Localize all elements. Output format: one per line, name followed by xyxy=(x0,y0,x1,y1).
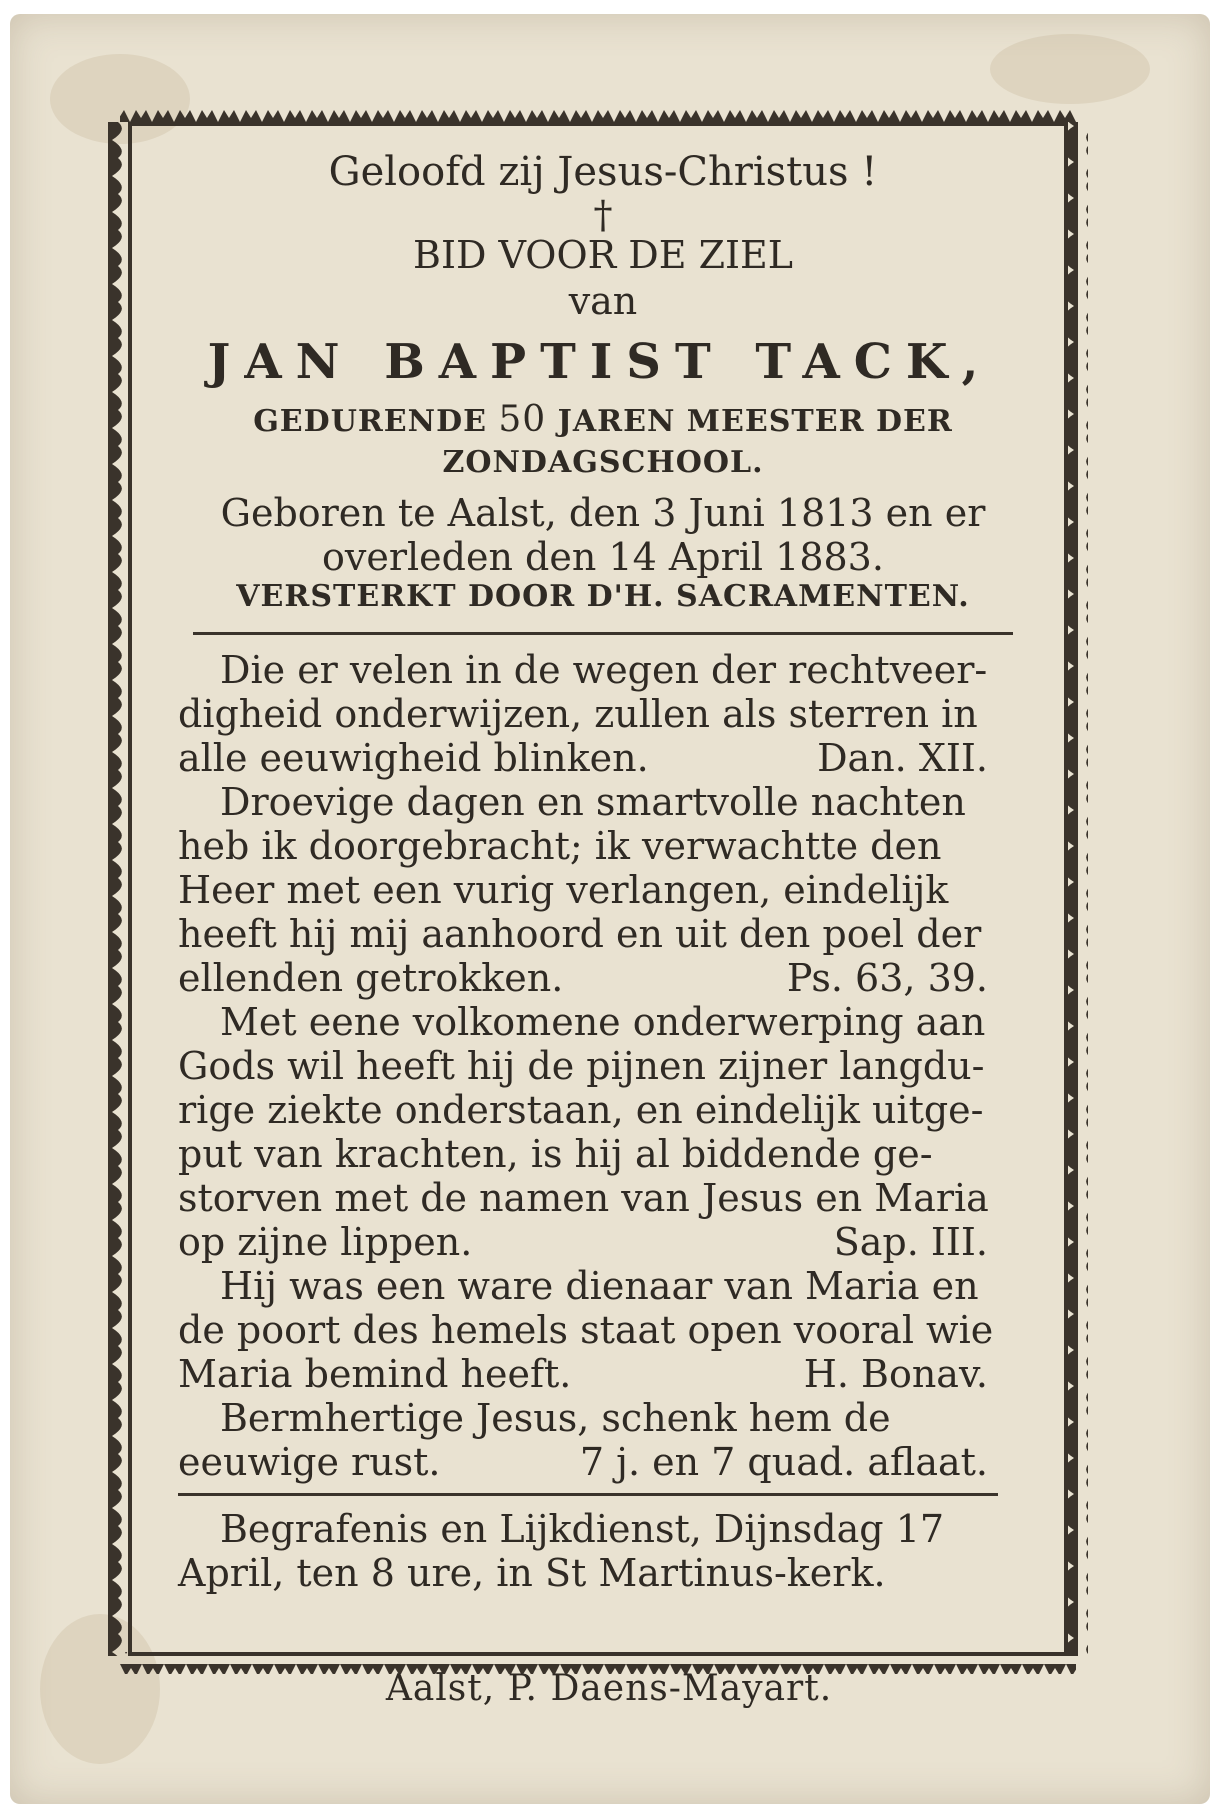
verse-1-line-1: Die er velen in de wegen der rechtveer- xyxy=(220,648,988,692)
death-line: overleden den 14 April 1883. xyxy=(322,535,884,579)
separator-rule-2 xyxy=(178,1493,998,1496)
verse-3-ref-row xyxy=(178,1220,1028,1267)
title-suffix: JAREN MEESTER DER xyxy=(557,404,953,439)
verse-3-line-1: Met eene volkomene onderwerping aan xyxy=(220,1000,986,1044)
verse-1-ref-row xyxy=(178,736,1028,783)
deceased-name: JAN BAPTIST TACK, xyxy=(207,334,993,390)
title-years: 50 xyxy=(498,399,547,440)
verse-4-reference: H. Bonav. xyxy=(803,1352,988,1396)
verse-2-line-3: Heer met een vurig verlangen, eindelijk xyxy=(178,868,949,912)
title-line-1 xyxy=(178,399,1028,448)
verse-3-line-6: op zijne lippen. xyxy=(178,1220,473,1264)
verse-3-line-5: storven met de namen van Jesus en Maria xyxy=(178,1176,989,1220)
verse-2-line-1: Droevige dagen en smartvolle nachten xyxy=(220,780,966,824)
paper-stain xyxy=(990,34,1150,104)
verse-3-line-4: put van krachten, is hij al biddende ge- xyxy=(178,1132,933,1176)
verse-2-line-5: ellenden getrokken. xyxy=(178,956,564,1000)
verse-1-line-2: digheid onderwijzen, zullen als sterren in xyxy=(178,692,978,736)
verse-4-line-3: Maria bemind heeft. xyxy=(178,1352,572,1396)
verse-2-line-4: heeft hij mij aanhoord en uit den poel der xyxy=(178,912,982,956)
verse-5-reference: 7 j. en 7 quad. aflaat. xyxy=(579,1440,988,1484)
funeral-line-1: Begrafenis en Lijkdienst, Dijnsdag 17 xyxy=(220,1507,945,1551)
verse-1-reference: Dan. XII. xyxy=(817,736,988,780)
birth-line: Geboren te Aalst, den 3 Juni 1813 en er xyxy=(220,491,986,535)
funeral-line-2: April, ten 8 ure, in St Martinus-kerk. xyxy=(178,1551,886,1595)
verse-5-line-2: eeuwige rust. xyxy=(178,1440,441,1484)
cross-icon: † xyxy=(593,193,613,237)
verse-5-line-1: Bermhertige Jesus, schenk hem de xyxy=(220,1396,891,1440)
verse-3-line-3: rige ziekte onderstaan, en eindelijk uitge- xyxy=(178,1088,984,1132)
verse-4-line-1: Hij was een ware dienaar van Maria en xyxy=(220,1264,979,1308)
card-content xyxy=(178,149,1028,1598)
verse-1-line-3: alle eeuwigheid blinken. xyxy=(178,736,649,780)
verse-3-line-2: Gods wil heeft hij de pijnen zijner langdu- xyxy=(178,1044,985,1088)
printer-imprint: Aalst, P. Daens-Mayart. xyxy=(385,1668,833,1709)
title-prefix: GEDURENDE xyxy=(253,404,487,439)
greeting: Geloofd zij Jesus-Christus ! xyxy=(328,149,878,195)
sacraments-line: VERSTERKT DOOR D'H. SACRAMENTEN. xyxy=(236,579,970,614)
verse-2-ref-row xyxy=(178,956,1028,1003)
verse-4-line-2: de poort des hemels staat open vooral wie xyxy=(178,1308,994,1352)
prayer-heading: BID VOOR DE ZIEL xyxy=(413,233,793,277)
title-line-2: ZONDAGSCHOOL. xyxy=(442,445,764,480)
verse-5-ref-row xyxy=(178,1440,1028,1487)
separator-rule xyxy=(193,632,1013,635)
verse-2-reference: Ps. 63, 39. xyxy=(786,956,988,1000)
verse-4-ref-row xyxy=(178,1352,1028,1399)
verse-3-reference: Sap. III. xyxy=(833,1220,988,1264)
verse-2-line-2: heb ik doorgebracht; ik verwachtte den xyxy=(178,824,942,868)
van-text: van xyxy=(568,279,638,323)
